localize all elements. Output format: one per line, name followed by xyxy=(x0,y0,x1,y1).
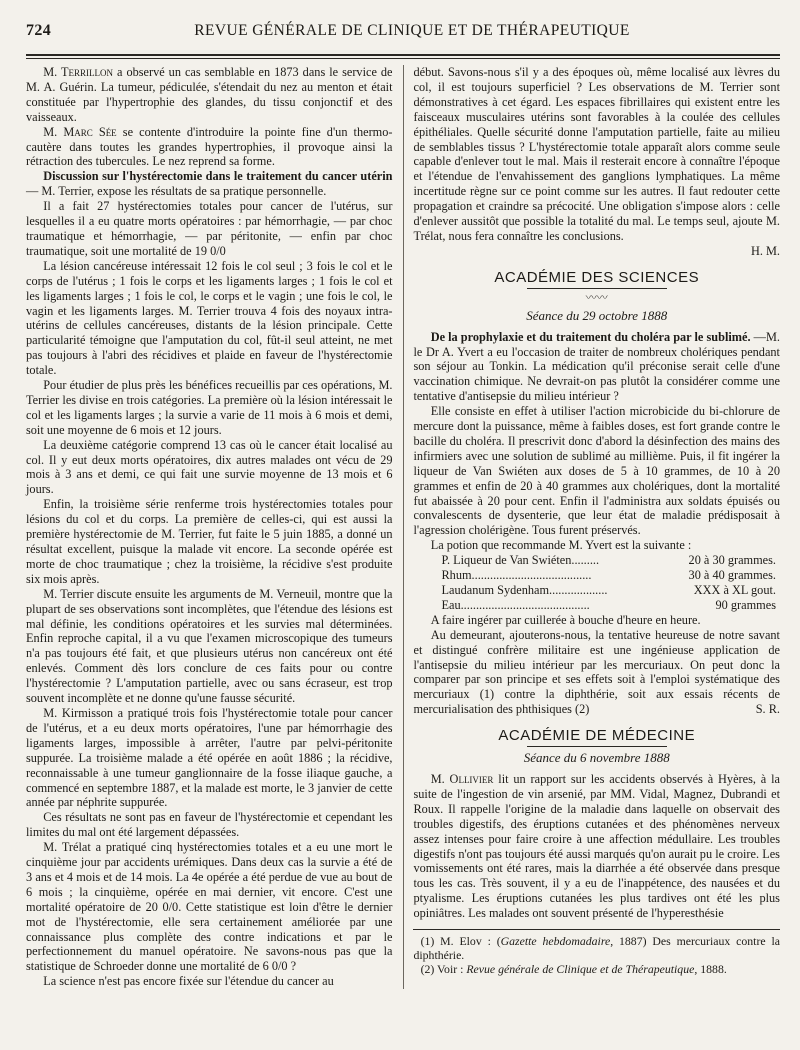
paragraph: M. Kirmisson a pratiqué trois fois l'hystérectomie totale pour cancer de l'utérus, et a eu deux morts opératoires, l'une par hémorrhagie des ligaments larges, impossible à arrêter, l'autre par pelvi-péritonite suppurée. La troisième malade a été opérée en août 1886 ; la récidive, reconnaissable à une tumeur ganglionnaire de la fosse iliaque gauche, a commencé en septembre 1887, et la malade est morte, le 3 janvier de cette année par néphrite suppurée. xyxy=(26,705,393,810)
paragraph: Il a fait 27 hystérectomies totales pour cancer de l'utérus, sur lesquelles il a eu quatre morts opératoires : par hémorrhagie, — par choc traumatique et hémorrhagie, — par péritonite, — enfin par choc traumatique, soit une mortalité de 19 0/0 xyxy=(26,199,393,258)
paragraph: La potion que recommande M. Yvert est la suivante : xyxy=(430,538,692,553)
ingredient: Rhum....................................... xyxy=(441,568,592,583)
paragraph-text: — M. Terrier, expose les résultats de sa pratique personnelle. xyxy=(26,184,327,199)
recipe-row xyxy=(441,568,780,583)
paragraph xyxy=(26,169,393,199)
footnote-text: (2) Voir : xyxy=(420,962,467,977)
two-columns xyxy=(26,65,780,989)
paragraph xyxy=(413,628,780,717)
recipe xyxy=(441,553,780,613)
ornament-icon: 〰〰 xyxy=(585,291,608,304)
author-name: M. Marc Sée xyxy=(43,124,117,139)
column-divider xyxy=(403,65,404,989)
dose: 20 à 30 grammes. xyxy=(688,553,776,568)
footnote-journal: Gazette hebdomadaire xyxy=(500,934,611,949)
paragraph-text: Au demeurant, ajouterons-nous, la tentative heureuse de notre savant et distingué confrère militaire est une ingénieuse application de l'antisepsie du milieu intérieur par les mercuriaux. On peut donc la comparer par son principe et ses effets soit à l'emploi systématique des mercuriaux (1) contre la diphthérie, soit aux essais récents de mercurialisation des phthisiques (2) xyxy=(413,627,780,717)
paragraph: début. Savons-nous s'il y a des époques où, même localisé aux lèvres du col, il est toujours superficiel ? Les observations de M. Terrier sont démonstratives à cet égard. Les espaces fibrillaires qui existent entre les faisceaux musculaires utérins sont favorables à la coulée des cellules épithéliales. Quelle sécurité donne l'amputation partielle, faite au milieu de semblables tissus ? L'hystérectomie totale apparaît alors comme seule capable d'enlever tout le mal. Mais il resterait encore à connaître l'époque et l'étendue de l'envahissement des ganglions lymphatiques. La même incertitude règne sur ce point comme sur les autres. Il faut redouter cette propagation et craindre sa précocité. Une obligation s'impose alors : celle d'enlever aussitôt que possible la totalité du mal. Le temps seul, ajoute M. Trélat, nous fera connaître les conclusions. xyxy=(413,65,780,243)
signature: S. R. xyxy=(755,702,780,717)
paragraph: Elle consiste en effet à utiliser l'action microbicide du bi-chlorure de mercure dont la puissance, même à faibles doses, est fort grande contre le bacille du choléra. Il prescrivit donc d'abord la désinfection des mains des infirmiers avec une solution de sublimé au millième. Puis, il fit ingérer la liqueur de Van Swiéten aux doses de 5 à 10 grammes, de 10 à 20 grammes et enfin de 20 à 40 grammes aux cholériques, dont la mortalité fut abaissée à 20 pour cent. Enfin il l'administra aux soldats épuisés ou convalescents de dysenterie, que leur état de maladie prédisposait à l'agression cholérigène. Tous furent préservés. xyxy=(413,404,780,538)
paragraph-text: se contente d'introduire la pointe fine d'un thermo-cautère dans toutes les grandes hypertrophies, il provoque ainsi la rétraction des tubercules. Le nez reprend sa forme. xyxy=(26,124,393,169)
paragraph xyxy=(413,772,780,921)
running-head xyxy=(26,22,780,48)
paragraph-text: a observé un cas semblable en 1873 dans le service de M. A. Guérin. La tumeur, pédiculée, s'étendait du nez au menton et était constituée par l'hypertrophie des glandes, du tissu conjonctif et des vaisseaux. xyxy=(26,65,393,124)
signature: H. M. xyxy=(750,243,780,258)
ingredient: Laudanum Sydenham................... xyxy=(441,583,608,597)
paragraph: La lésion cancéreuse intéressait 12 fois le col seul ; 3 fois le col et le corps de l'utérus ; 1 fois le corps et les ligaments larges ; 1 fois le col et les ligaments larges ; 1 fois le col, le corps et le vagin ; une fois le col, le vagin et les ligaments larges. M. Terrier trouva 4 fois des noyaux intra-utérins de cellules cancéreuses, distants de la lésion principale. Cette particularité témoigne que l'amputation du col, fût-il seul atteint, ne met pas toujours à l'abri des récidives et plaide en faveur de l'hystérectomie totale. xyxy=(26,258,393,378)
paragraph xyxy=(413,330,780,405)
discussion-heading: Discussion sur l'hystérectomie dans le traitement du cancer utérin xyxy=(43,169,393,184)
footnote xyxy=(413,962,780,976)
dose: 30 à 40 grammes. xyxy=(688,568,776,583)
seance-date: Séance du 29 octobre 1888 xyxy=(526,307,668,323)
journal-title: REVUE GÉNÉRALE DE CLINIQUE ET DE THÉRAPEUTIQUE xyxy=(194,22,630,39)
paragraph: La deuxième catégorie comprend 13 cas où le cancer était localisé au col. Il y eut deux morts opératoires, dix autres malades ont vécu de 29 mois à 3 ans et demi, ce qui fait une survie moyenne de 13 mois et 6 jours. xyxy=(26,437,393,497)
paragraph: Pour étudier de plus près les bénéfices recueillis par ces opérations, M. Terrier les divise en trois catégories. La première où la lésion intéressait le col et les ligaments larges ; la survie a varie de 11 mois à 6 mois et demi, soit une moyenne de 6 mois et 12 jours. xyxy=(26,378,393,437)
recipe-row xyxy=(441,583,780,598)
author-name: M. Terrillon xyxy=(43,65,114,79)
dose: XXX à XL gout. xyxy=(693,583,776,597)
header-rule xyxy=(26,54,780,56)
paragraph: A faire ingérer par cuillerée à bouche d'heure en heure. xyxy=(430,612,701,627)
footnote-text: , 1888. xyxy=(694,962,727,977)
ingredient: Eau.......................................... xyxy=(441,597,590,612)
paragraph-text: —M. le Dr A. Yvert a eu l'occasion de traiter de nombreux cholériques pendant son séjour au Tonkin. La médication qu'il préconise serait celle d'une vaccination chimique. Ne devrait-on pas plutôt la considérer comme une tentative d'antisepsie du milieu intérieur ? xyxy=(413,329,780,404)
ingredient: P. Liqueur de Van Swiéten......... xyxy=(441,553,600,568)
page-number: 724 xyxy=(26,22,52,39)
author-name: M. Ollivier xyxy=(430,771,494,786)
header-rule-thin xyxy=(26,58,780,59)
title-rule xyxy=(527,746,667,747)
footnote-text: , 1887) Des mercuriaux contre la diphthérie. xyxy=(413,934,780,963)
dose: 90 grammes xyxy=(715,597,776,612)
paragraph xyxy=(26,125,393,170)
paragraph: La science n'est pas encore fixée sur l'étendue du cancer au xyxy=(43,974,334,989)
paragraph: Enfin, la troisième série renferme trois hystérectomies totales pour lésions du col et du corps. La première de celles-ci, qui est aussi la première hystérectomie de M. Terrier, fut faite le 5 juin 1885, a donné un résultat excellent, puisque la malade vit encore. La seconde opérée est morte de choc traumatique ; chez la troisième, la récidive s'est produite six mois après. xyxy=(26,497,393,586)
paragraph: M. Terrier discute ensuite les arguments de M. Verneuil, montre que la plupart de ses observations sont incomplètes, que l'étendue des lésions est mal définie, les conditions opératoires et les survies mal déterminées. Enfin reproche capital, il a vu que l'examen microscopique des tumeurs n'a pas toujours été fait, et que plusieurs utérus non cancéreux ont été enlevés. Comment dès lors conclure de ces faits pour ou contre l'hystérectomie ? L'amputation partielle, avec ou sans écraseur, est trop souvent incomplète et ne donne qu'une fausse sécurité. xyxy=(26,586,393,706)
seance-date: Séance du 6 novembre 1888 xyxy=(523,750,670,766)
recipe-row xyxy=(441,553,780,568)
paragraph: Ces résultats ne sont pas en faveur de l'hystérectomie et cependant les limites du mal ont été largement dépassées. xyxy=(26,810,393,840)
right-column xyxy=(413,65,780,989)
footnote xyxy=(413,934,780,962)
title-rule xyxy=(527,288,667,289)
section-title-academie-medecine: ACADÉMIE DE MÉDECINE xyxy=(498,727,696,745)
paragraph xyxy=(26,65,393,125)
paragraph: M. Trélat a pratiqué cinq hystérectomies totales et a eu une mort le cinquième jour par accidents urémiques. Dans deux cas la survie a été de 3 ans et 4 mois et de 14 mois. La 4e opérée a été perdue de vue au bout de 6 mois ; la cinquième, opérée en mai dernier, vit encore. C'est une mortalité opératoire de 20 0/0. Cette statistique est loin d'être le dernier mot de l'hystérectomie, elle sera certainement améliorée par une connaissance plus complète des contre indications et par le perfectionnement du manuel opératoire. Ne savons-nous pas que la statistique de Schroeder donne une mortalité de 6 0/0 ? xyxy=(26,840,393,974)
section-title-academie-sciences: ACADÉMIE DES SCIENCES xyxy=(494,268,700,286)
footnote-text: (1) M. Elov : ( xyxy=(420,934,501,949)
left-column xyxy=(26,65,393,989)
recipe-row xyxy=(441,598,780,613)
footnotes xyxy=(413,929,780,976)
footnote-journal: Revue générale de Clinique et de Thérapeutique xyxy=(466,962,695,977)
article-heading: De la prophylaxie et du traitement du choléra par le sublimé. xyxy=(430,329,751,344)
paragraph-text: lit un rapport sur les accidents observés à Hyères, à la suite de l'ingestion de vin arsenié, par MM. Vidal, Magnez, Dubrandi et Roux. Il rappelle l'origine de la maladie dans laquelle on observait des troubles digestifs, des éruptions cutanées et des phénomènes nerveux assez intenses pour faire croire à une affection médullaire. Les troubles digestifs n'ont pas toujours été aussi marqués qu'on aurait pu le croire. Les vomissements ont été rares, mais la diarrhée a été observée dans presque tous les cas. Très souvent, il y a eu de l'inappétence, des nausées et du ptyalisme. Les éruptions cutanées les plus tardives ont été les plus opiniâtres. Les malades ont souvent présenté de l'hyperesthésie xyxy=(413,771,780,921)
